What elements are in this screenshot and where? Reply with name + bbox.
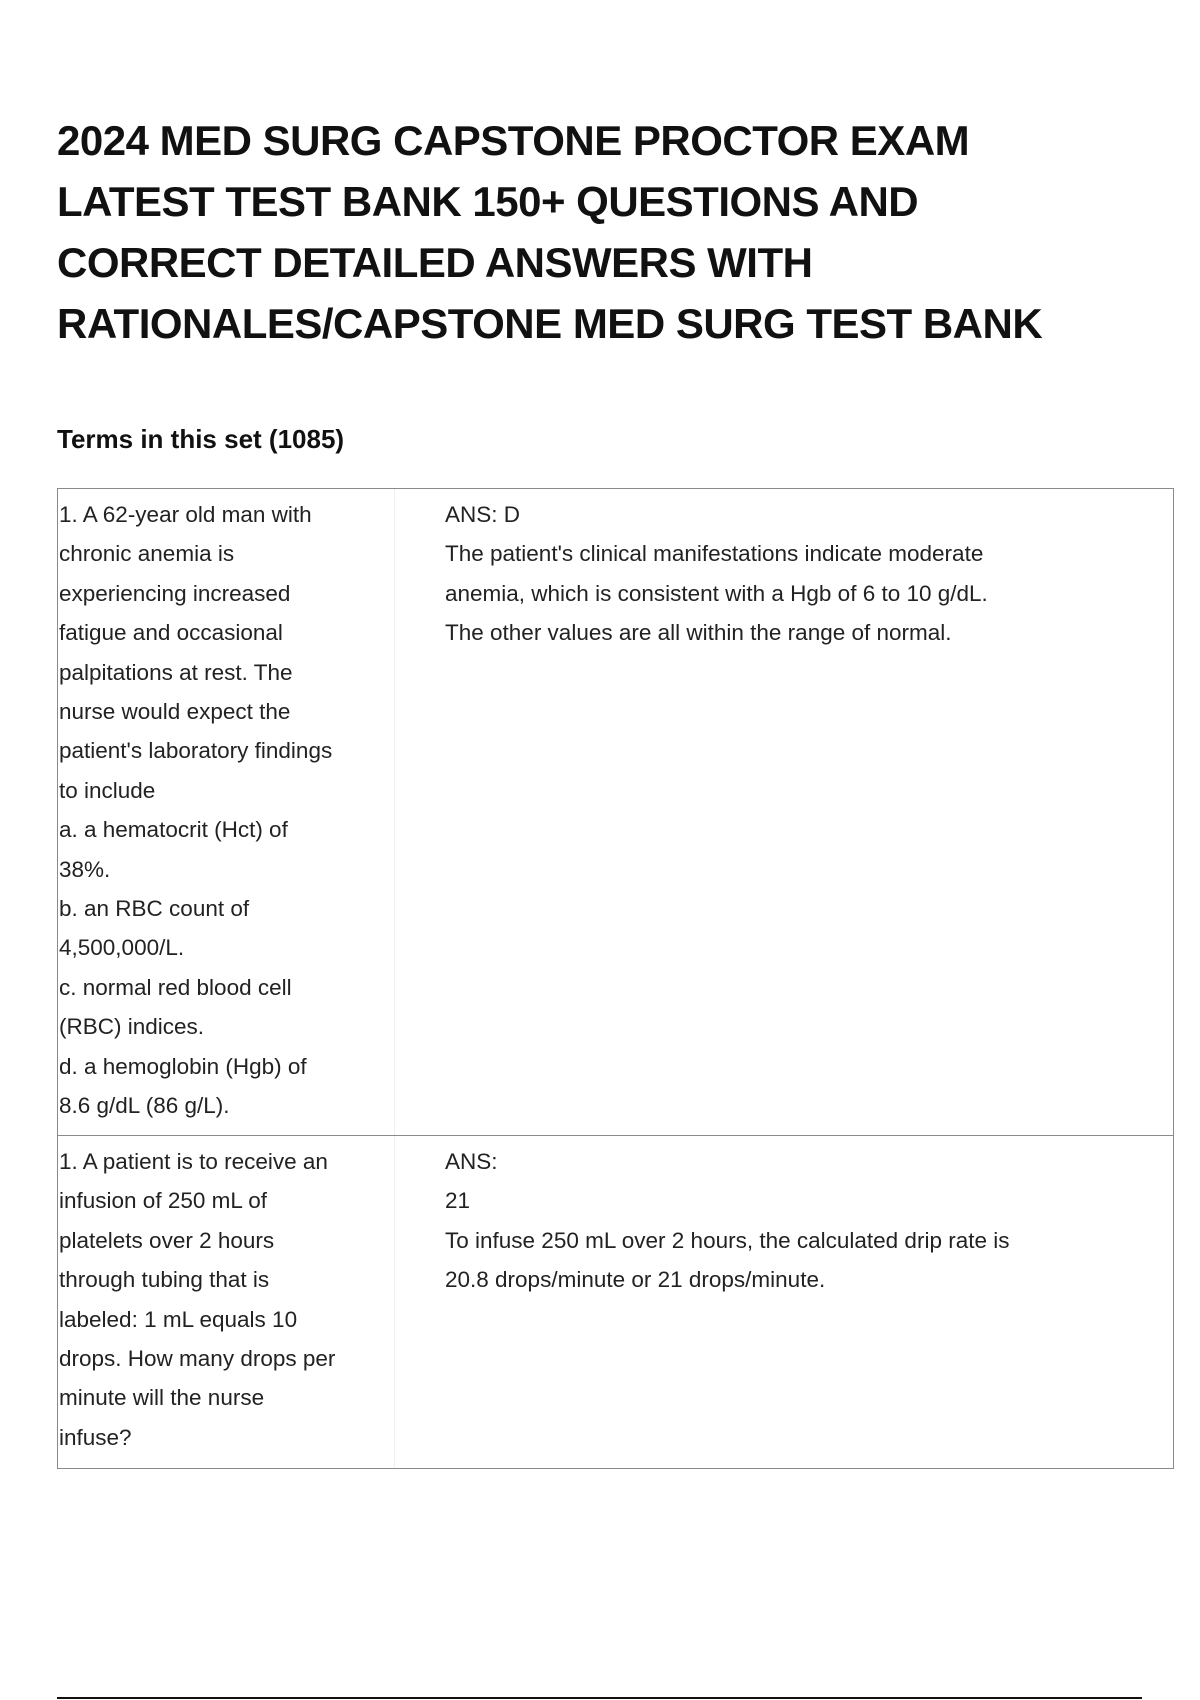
question-line: infusion of 250 mL of xyxy=(59,1188,268,1214)
question-line: drops. How many drops per xyxy=(59,1346,336,1372)
question-line: infuse? xyxy=(59,1424,132,1450)
question-line: 1. A 62-year old man with xyxy=(59,502,312,527)
terms-table xyxy=(57,488,1174,1469)
option-b-cont: 4,500,000/L. xyxy=(59,935,185,961)
title-line-1: 2024 MED SURG CAPSTONE PROCTOR EXAM xyxy=(57,117,970,164)
question-line: palpitations at rest. The xyxy=(59,659,293,685)
footer-divider xyxy=(57,1697,1142,1699)
rationale-line: To infuse 250 mL over 2 hours, the calculated drip rate is xyxy=(445,1227,1010,1253)
option-d-cont: 8.6 g/dL (86 g/L). xyxy=(59,1093,230,1119)
rationale-line: The patient's clinical manifestations indicate moderate xyxy=(445,541,984,567)
question-line: patient's laboratory findings xyxy=(59,738,333,764)
term-question xyxy=(58,1136,395,1468)
title-line-4: RATIONALES/CAPSTONE MED SURG TEST BANK xyxy=(57,300,1043,347)
title-line-3: CORRECT DETAILED ANSWERS WITH xyxy=(57,239,813,286)
option-a: a. a hematocrit (Hct) of xyxy=(59,817,288,843)
answer-value: 21 xyxy=(445,1188,471,1214)
option-c-cont: (RBC) indices. xyxy=(59,1014,205,1040)
question-line: experiencing increased xyxy=(59,580,291,606)
option-b: b. an RBC count of xyxy=(59,896,250,922)
term-question xyxy=(58,489,395,1135)
terms-count-heading: Terms in this set (1085) xyxy=(57,424,345,454)
question-line: labeled: 1 mL equals 10 xyxy=(59,1306,298,1332)
question-line: through tubing that is xyxy=(59,1267,270,1293)
option-a-cont: 38%. xyxy=(59,856,111,882)
term-row xyxy=(58,1136,1173,1468)
question-line: chronic anemia is xyxy=(59,541,235,567)
rationale-line: The other values are all within the range of normal. xyxy=(445,620,952,646)
term-answer xyxy=(395,489,1173,1135)
page-title xyxy=(57,110,1177,354)
answer-key: ANS: xyxy=(445,1149,498,1174)
question-line: 1. A patient is to receive an xyxy=(59,1149,328,1174)
rationale-line: anemia, which is consistent with a Hgb of 6 to 10 g/dL. xyxy=(445,580,988,606)
question-line: minute will the nurse xyxy=(59,1385,265,1411)
term-row xyxy=(58,489,1173,1136)
question-line: to include xyxy=(59,777,156,803)
term-answer xyxy=(395,1136,1173,1468)
question-line: fatigue and occasional xyxy=(59,620,283,646)
option-d: d. a hemoglobin (Hgb) of xyxy=(59,1053,307,1079)
answer-key: ANS: D xyxy=(445,502,521,527)
question-line: platelets over 2 hours xyxy=(59,1227,275,1253)
title-line-2: LATEST TEST BANK 150+ QUESTIONS AND xyxy=(57,178,919,225)
rationale-line: 20.8 drops/minute or 21 drops/minute. xyxy=(445,1267,826,1293)
question-line: nurse would expect the xyxy=(59,699,291,725)
option-c: c. normal red blood cell xyxy=(59,974,292,1000)
